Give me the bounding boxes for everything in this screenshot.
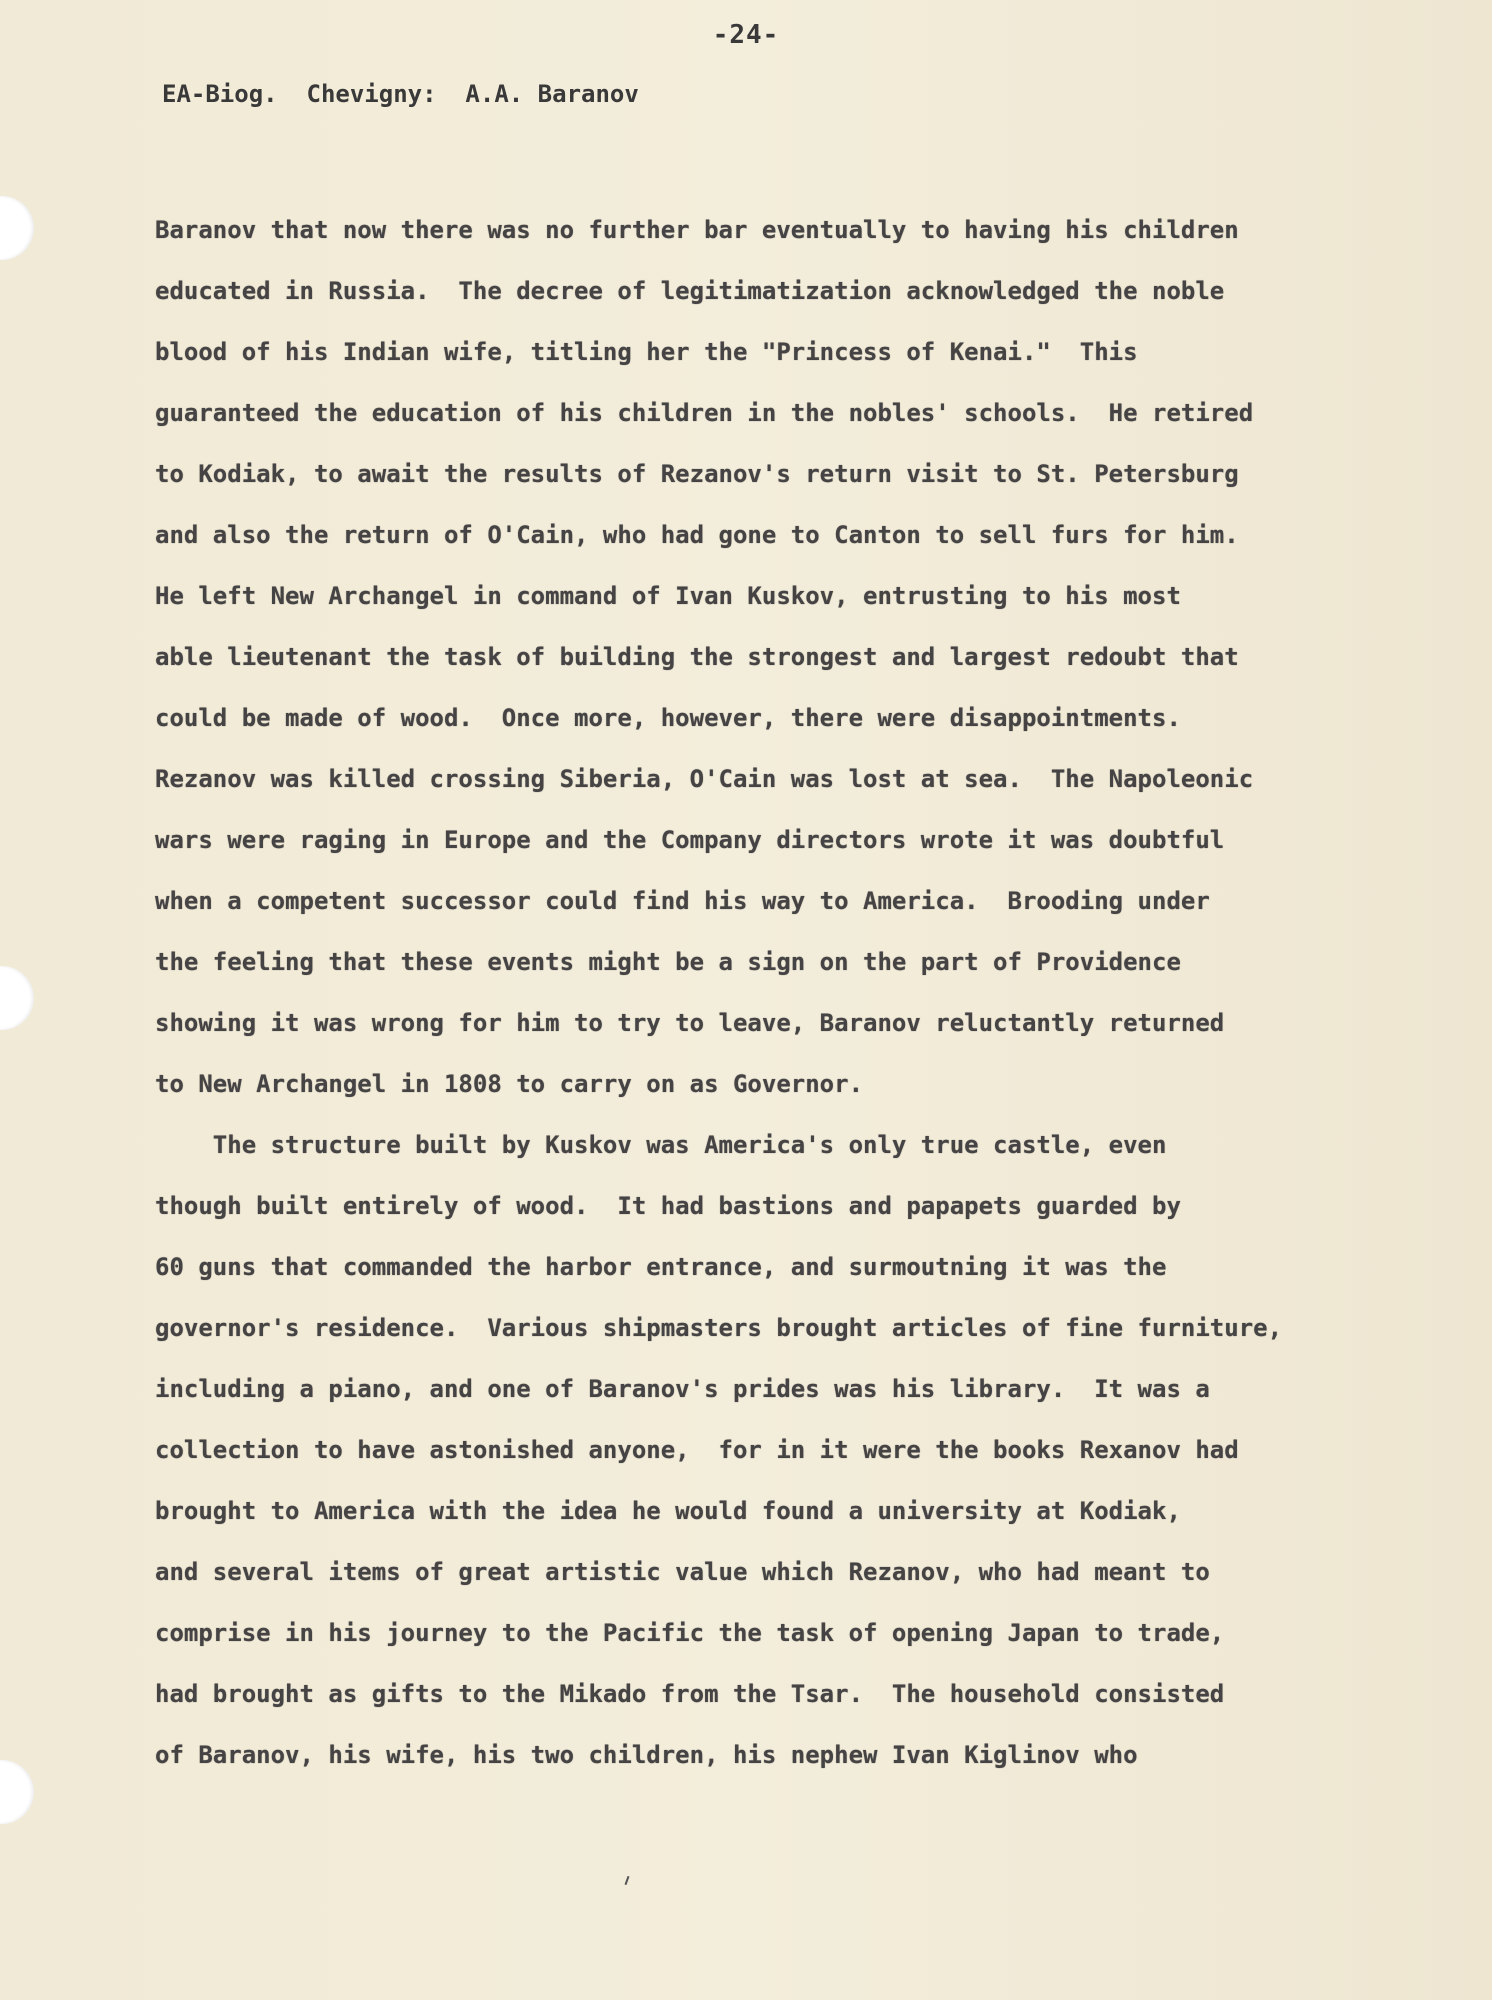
text-line: able lieutenant the task of building the strongest and largest redoubt that — [155, 643, 1239, 671]
paragraph-1 — [155, 200, 1355, 1115]
text-line: to Kodiak, to await the results of Rezanov's return visit to St. Petersburg — [155, 460, 1239, 488]
text-line: of Baranov, his wife, his two children, his nephew Ivan Kiglinov who — [155, 1741, 1138, 1769]
text-line: brought to America with the idea he would found a university at Kodiak, — [155, 1497, 1181, 1525]
paragraph-2 — [155, 1115, 1355, 1786]
text-line: The structure built by Kuskov was America's only true castle, even — [155, 1131, 1167, 1159]
text-line: the feeling that these events might be a sign on the part of Providence — [155, 948, 1181, 976]
text-line: blood of his Indian wife, titling her the "Princess of Kenai." This — [155, 338, 1138, 366]
text-line: collection to have astonished anyone, for in it were the books Rexanov had — [155, 1436, 1239, 1464]
text-line: governor's residence. Various shipmasters brought articles of fine furniture, — [155, 1314, 1283, 1342]
text-line: Rezanov was killed crossing Siberia, O'Cain was lost at sea. The Napoleonic — [155, 765, 1254, 793]
text-line: had brought as gifts to the Mikado from the Tsar. The household consisted — [155, 1680, 1225, 1708]
text-line: Baranov that now there was no further bar eventually to having his children — [155, 216, 1239, 244]
stray-ink-mark — [625, 1876, 630, 1885]
punch-hole — [0, 196, 34, 260]
text-line: comprise in his journey to the Pacific the task of opening Japan to trade, — [155, 1619, 1225, 1647]
text-line: when a competent successor could find his way to America. Brooding under — [155, 887, 1210, 915]
text-line: and several items of great artistic value which Rezanov, who had meant to — [155, 1558, 1210, 1586]
text-line: though built entirely of wood. It had bastions and papapets guarded by — [155, 1192, 1181, 1220]
document-header: EA-Biog. Chevigny: A.A. Baranov — [162, 80, 639, 108]
body-text — [155, 200, 1355, 1786]
page-number: -24- — [712, 20, 780, 50]
text-line: could be made of wood. Once more, however, there were disappointments. — [155, 704, 1181, 732]
text-line: educated in Russia. The decree of legitimatization acknowledged the noble — [155, 277, 1225, 305]
punch-hole — [0, 1760, 34, 1824]
text-line: guaranteed the education of his children in the nobles' schools. He retired — [155, 399, 1254, 427]
text-line: He left New Archangel in command of Ivan Kuskov, entrusting to his most — [155, 582, 1181, 610]
text-line: including a piano, and one of Baranov's prides was his library. It was a — [155, 1375, 1210, 1403]
text-line: showing it was wrong for him to try to leave, Baranov reluctantly returned — [155, 1009, 1225, 1037]
text-line: to New Archangel in 1808 to carry on as Governor. — [155, 1070, 864, 1098]
text-line: wars were raging in Europe and the Company directors wrote it was doubtful — [155, 826, 1225, 854]
punch-hole — [0, 966, 34, 1030]
text-line: and also the return of O'Cain, who had gone to Canton to sell furs for him. — [155, 521, 1239, 549]
text-line: 60 guns that commanded the harbor entrance, and surmoutning it was the — [155, 1253, 1167, 1281]
